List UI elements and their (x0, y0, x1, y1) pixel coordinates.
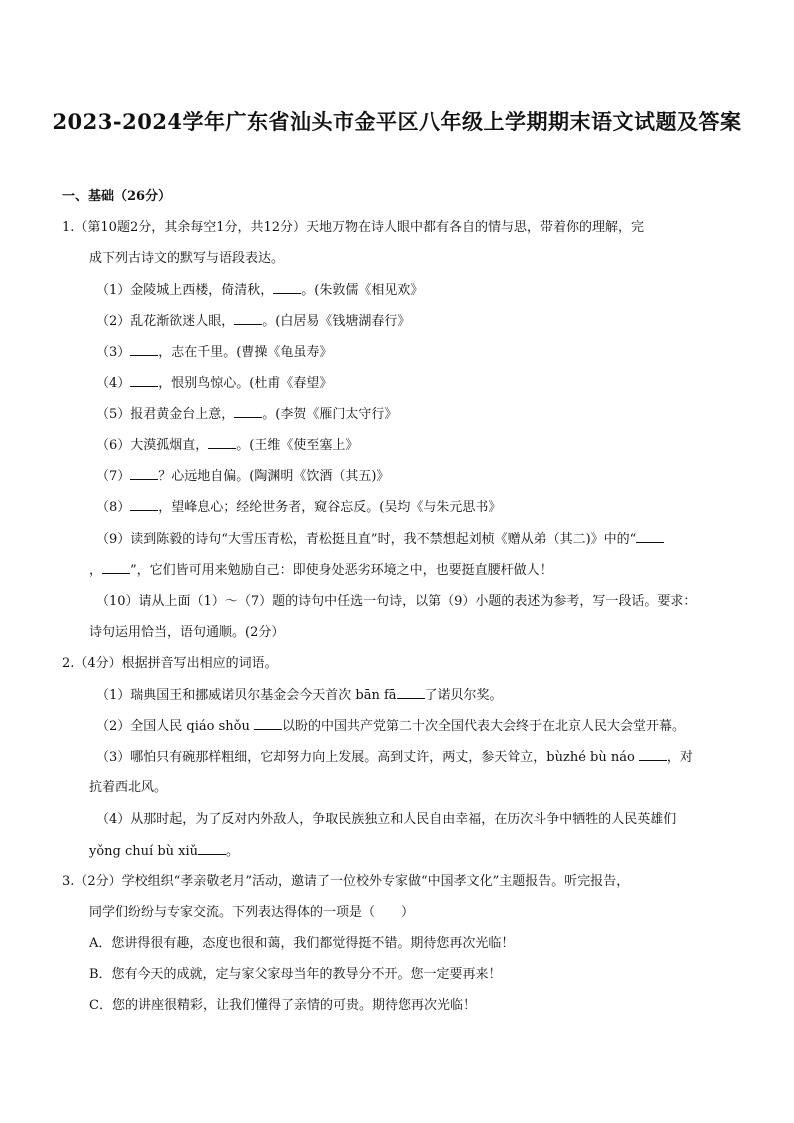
q1-item-10-line1: （10）请从上面（1）～（7）题的诗句中任选一句诗，以第（9）小题的表述为参考，写一段话。要求： (96, 594, 697, 609)
q2-item-4-line2 (89, 842, 239, 861)
q2-item-3-line2: 抗着西北风。 (89, 780, 168, 795)
q1-item-4 (96, 374, 332, 393)
q1-item-3 (96, 343, 332, 362)
answer-blank[interactable] (130, 374, 158, 387)
q1-item-1-text: （1）金陵城上西楼，倚清秋， (96, 283, 274, 298)
answer-blank[interactable] (254, 717, 282, 730)
q3-intro-line1: 3.（2分）学校组织“孝亲敬老月”活动，邀请了一位校外专家做“中国孝文化”主题报告。听完报告， (62, 874, 630, 889)
answer-blank[interactable] (102, 561, 130, 574)
answer-blank[interactable] (130, 467, 158, 480)
q1-item-9-comma: ， (89, 563, 103, 578)
section-heading-basics: 一、基础（26分） (62, 189, 172, 204)
answer-blank[interactable] (639, 748, 667, 761)
q1-item-1-source: 。(朱敦儒《相见欢》 (301, 283, 424, 298)
page-title: 2023-2024学年广东省汕头市金平区八年级上学期期末语文试题及答案 (52, 109, 742, 134)
answer-blank[interactable] (636, 530, 664, 543)
q2-item-3-line1 (96, 748, 693, 767)
q1-item-6-source: 。(王维《使至塞上》 (236, 438, 359, 453)
answer-blank[interactable] (198, 842, 226, 855)
q1-item-7 (96, 467, 389, 486)
answer-blank[interactable] (273, 281, 301, 294)
q3-intro-line2: 同学们纷纷与专家交流。下列表达得体的一项是（ ） (89, 905, 415, 920)
q2-item-3-text-cont: ，对 (666, 750, 693, 765)
q3-option-b[interactable]: B．您有今天的成就，定与家父家母当年的教导分不开。您一定要再来！ (89, 967, 502, 982)
answer-blank[interactable] (130, 343, 158, 356)
q1-item-3-text: （3） (96, 345, 131, 360)
q1-item-9-line1 (96, 530, 664, 549)
q1-item-8-source: ，望峰息心；经纶世务者，窥谷忘反。(吴均《与朱元思书》 (158, 500, 502, 515)
q1-item-10-line2: 诗句运用恰当，语句通顺。(2分） (89, 625, 285, 640)
q2-item-1 (96, 686, 503, 705)
q2-item-2 (96, 717, 685, 736)
q1-intro-line1: 1.（第10题2分，其余每空1分，共12分）天地万物在诗人眼中都有各自的情与思，带着你的理解，完 (62, 220, 645, 235)
q1-item-8-text: （8） (96, 500, 131, 515)
q2-intro: 2.（4分）根据拼音写出相应的词语。 (62, 656, 278, 671)
q3-option-c[interactable]: C．您的讲座很精彩，让我们懂得了亲情的可贵。期待您再次光临！ (89, 998, 476, 1013)
q1-item-7-source: ？心远地自偏。(陶渊明《饮酒（其五)》 (158, 469, 390, 484)
q1-item-5 (96, 405, 397, 424)
q2-item-3-text: （3）哪怕只有碗那样粗细，它却努力向上发展。高到丈许，两丈，参天耸立，bùzhé bù náo (96, 750, 639, 765)
q2-item-4-text-cont: 。 (226, 844, 240, 859)
q3-option-a[interactable]: A．您讲得很有趣，态度也很和蔼，我们都觉得挺不错。期待您再次光临！ (89, 936, 515, 951)
q1-item-2 (96, 312, 410, 331)
q1-intro-line2: 成下列古诗文的默写与语段表达。 (89, 251, 285, 266)
answer-blank[interactable] (130, 498, 158, 511)
q2-item-1-text-cont: 了诺贝尔奖。 (424, 688, 503, 703)
q1-item-3-source: ，志在千里。(曹操《龟虽寿》 (158, 345, 333, 360)
q1-item-9-text-cont: ”，它们皆可用来勉励自己：即使身处恶劣环境之中，也要挺直腰杆做人！ (130, 563, 553, 578)
q1-item-4-text: （4） (96, 376, 131, 391)
q1-item-6-text: （6）大漠孤烟直， (96, 438, 209, 453)
q2-item-2-text: （2）全国人民 qiáo shǒu (96, 719, 254, 734)
q1-item-5-source: 。(李贺《雁门太守行》 (262, 407, 398, 422)
q1-item-2-source: 。(白居易《钱塘湖春行》 (262, 314, 411, 329)
q1-item-8 (96, 498, 501, 517)
q1-item-9-line2 (89, 561, 553, 580)
answer-blank[interactable] (208, 436, 236, 449)
q1-item-1 (96, 281, 423, 300)
answer-blank[interactable] (397, 686, 425, 699)
q1-item-5-text: （5）报君黄金台上意， (96, 407, 235, 422)
q1-item-7-text: （7） (96, 469, 131, 484)
answer-blank[interactable] (234, 312, 262, 325)
q2-item-1-text: （1）瑞典国王和挪威诺贝尔基金会今天首次 bān fā (96, 688, 397, 703)
q2-item-2-text-cont: 以盼的中国共产党第二十次全国代表大会终于在北京人民大会堂开幕。 (281, 719, 685, 734)
answer-blank[interactable] (234, 405, 262, 418)
q1-item-2-text: （2）乱花渐欲迷人眼， (96, 314, 235, 329)
q2-item-4-pinyin: yǒng chuí bù xiǔ (89, 844, 199, 859)
q1-item-9-text: （9）读到陈毅的诗句“大雪压青松，青松挺且直”时，我不禁想起刘桢《赠从弟（其二)》中的“ (96, 532, 637, 547)
q1-item-4-source: ，恨别鸟惊心。(杜甫《春望》 (158, 376, 333, 391)
q1-item-6 (96, 436, 358, 455)
q2-item-4-line1: （4）从那时起，为了反对内外敌人，争取民族独立和人民自由幸福，在历次斗争中牺牲的人民英雄们 (96, 812, 677, 827)
